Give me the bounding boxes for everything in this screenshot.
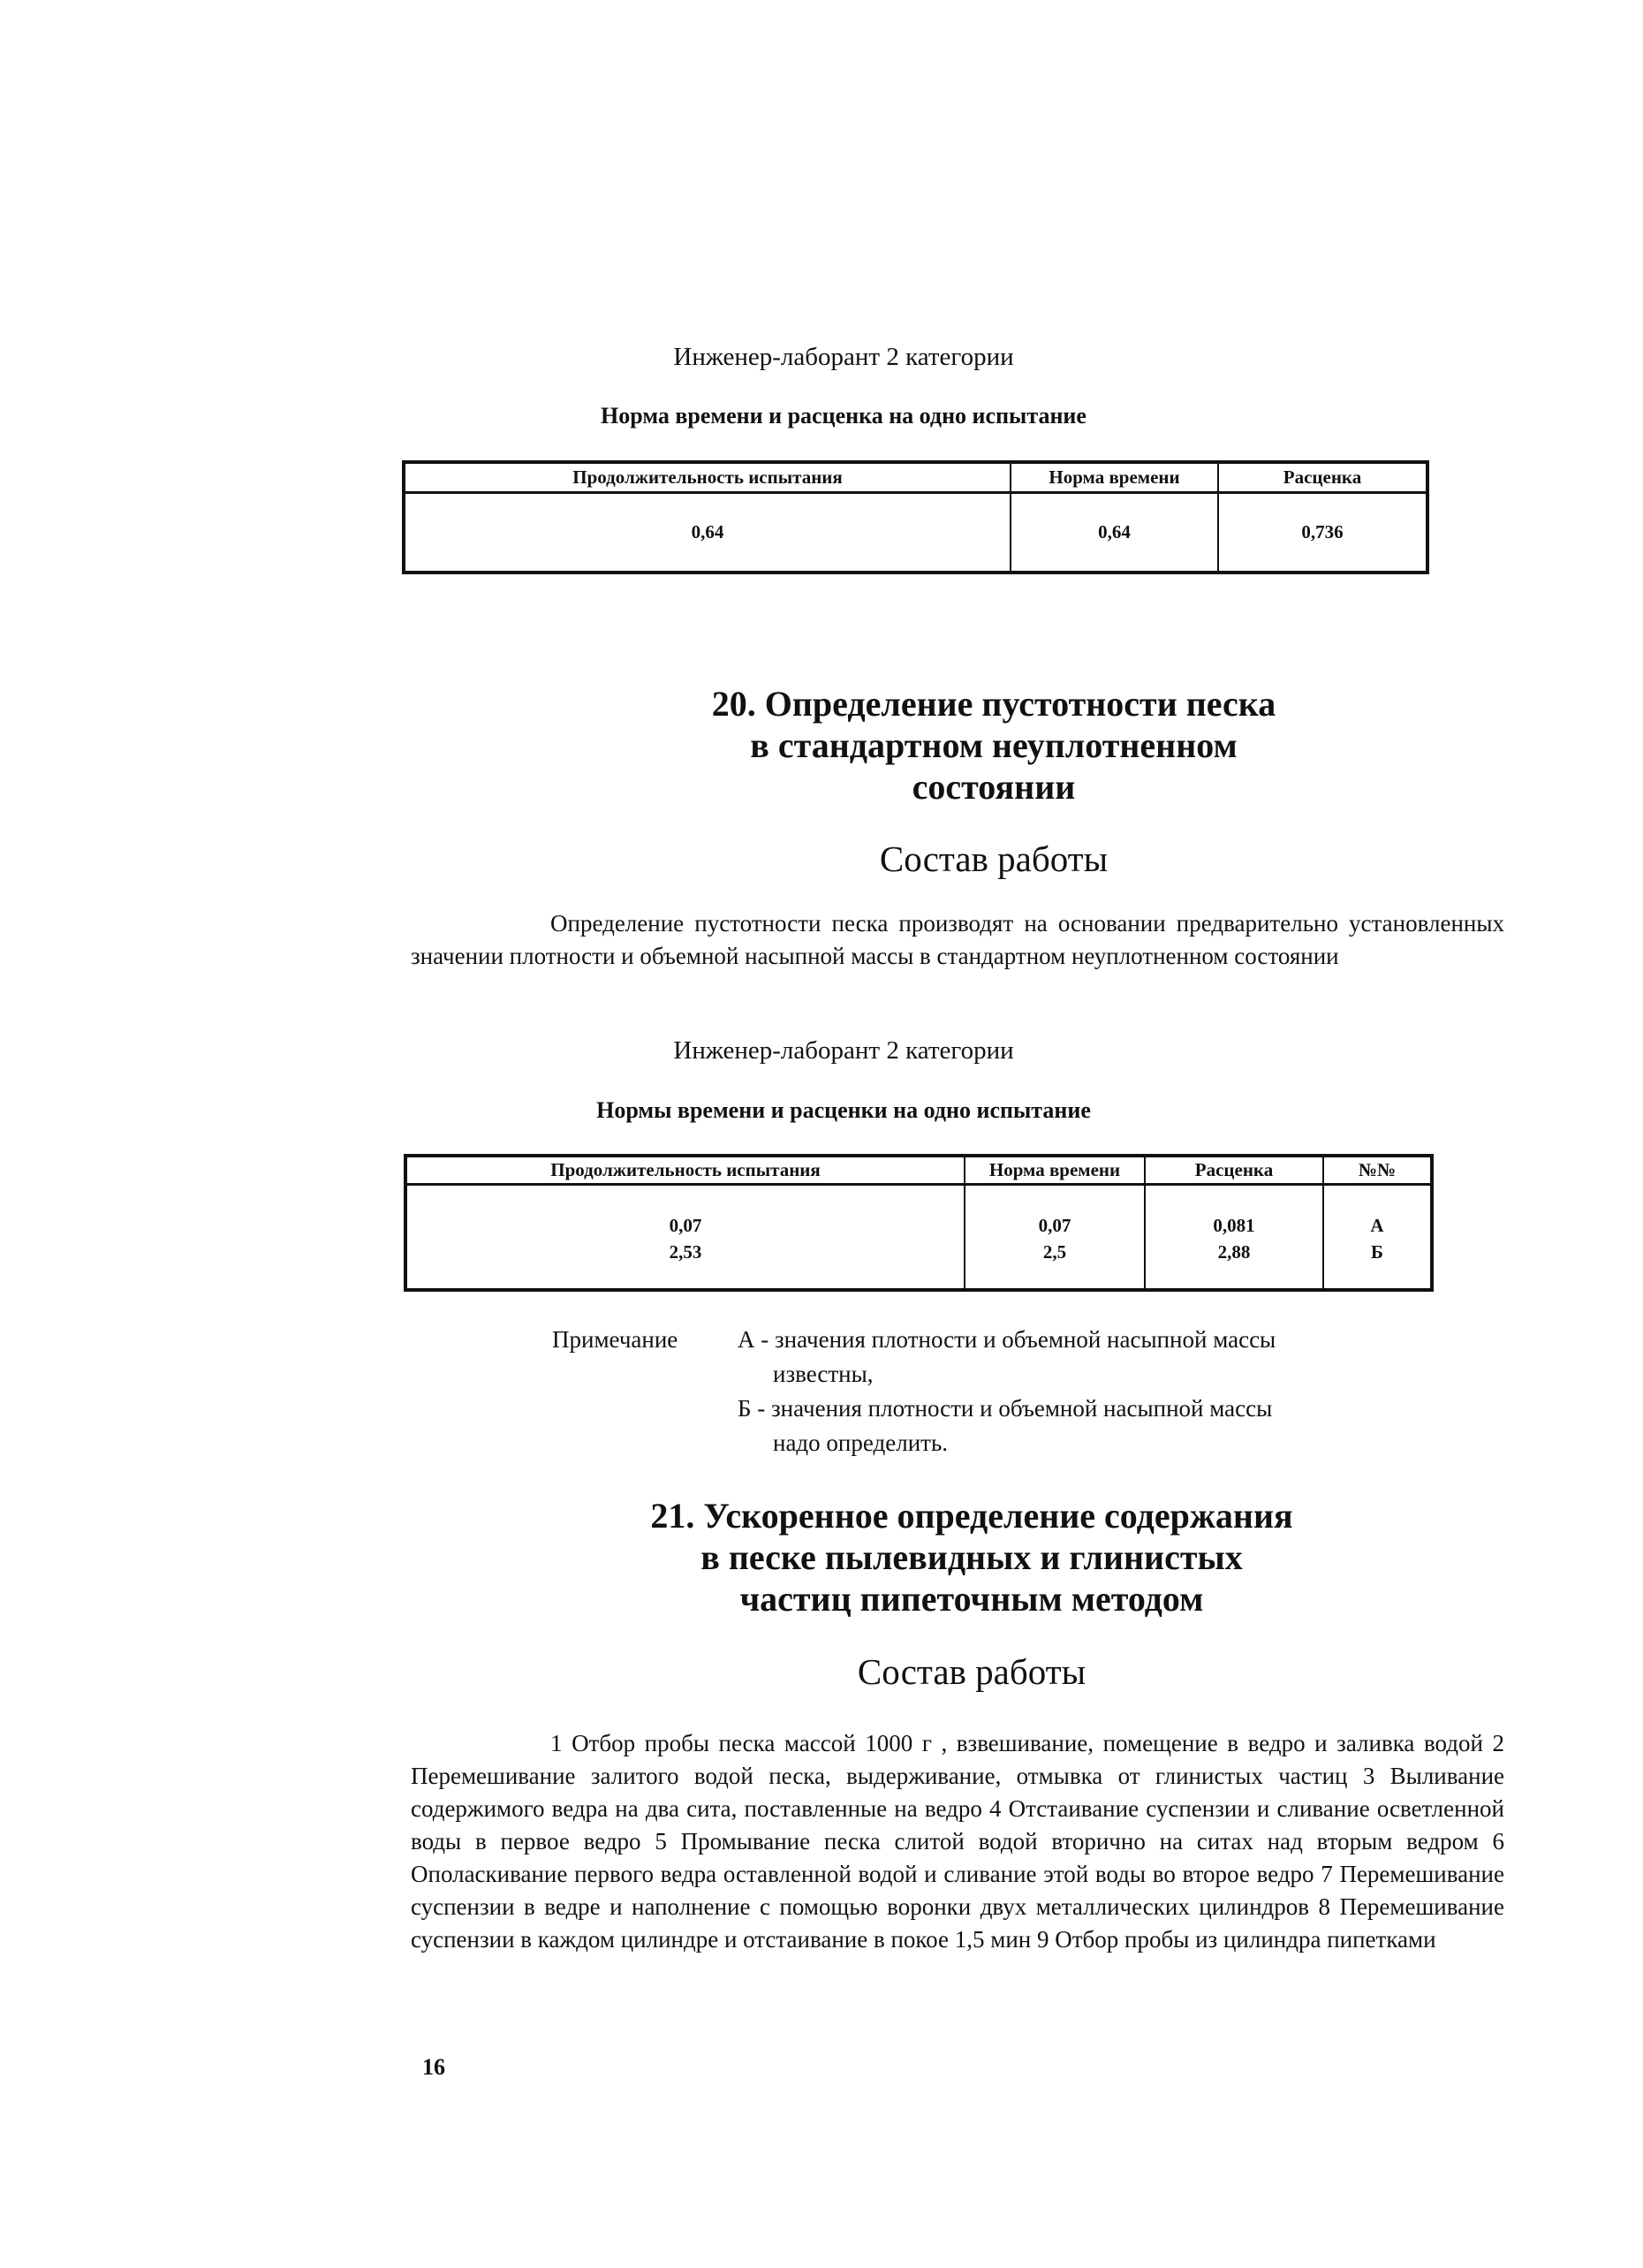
section-21-subtitle: Состав работы: [857, 1651, 1086, 1692]
norm-table-1: [402, 460, 1429, 574]
note-item-b: Б - значения плотности и объемной насыпной массы: [738, 1395, 1273, 1422]
cell-value: А: [1370, 1214, 1384, 1236]
cell-value: 2,88: [1217, 1240, 1251, 1263]
category-label-2: Инженер-лаборант 2 категории: [673, 1036, 1014, 1065]
section-21-title: [398, 1495, 1546, 1619]
section-21-paragraph: 1 Отбор пробы песка массой 1000 г , взвешивание, помещение в ведро и заливка водой 2 Перемешивание залитого водой песка, выдерживание, отмывка от глинистых частиц 3 Выливание содержимого ведра на два сита, поставленные на ведро 4 Отстаивание суспензии и сливание осветленной воды в первое ведро 5 Промывание песка слитой водой вторично на ситах над вторым ведром 6 Ополаскивание первого ведра оставленной водой и сливание этой воды во второе ведро 7 Перемешивание суспензии в ведре и наполнение с помощью воронки двух металлических цилиндров 8 Перемешивание суспензии в каждом цилиндре и отстаивание в покое 1,5 мин 9 Отбор пробы из цилиндра пипетками: [411, 1730, 1504, 1953]
table-caption-2: Нормы времени и расценки на одно испытание: [596, 1097, 1091, 1123]
table-header-rate: Расценка: [1218, 462, 1427, 492]
table-header-time-norm: Норма времени: [1011, 462, 1218, 492]
table-header-duration: Продолжительность испытания: [404, 462, 1011, 492]
table-header-number: №№: [1323, 1156, 1432, 1184]
cell-value: 2,53: [669, 1240, 702, 1263]
note-item-b-cont: надо определить.: [773, 1430, 949, 1456]
table-header-time-norm: Норма времени: [965, 1156, 1145, 1184]
category-label-1: Инженер-лаборант 2 категории: [673, 343, 1014, 371]
cell-value: 0,07: [669, 1214, 702, 1236]
page-number: 16: [422, 2054, 445, 2080]
cell-value: 0,081: [1213, 1214, 1255, 1236]
section-20-title-line: состоянии: [912, 767, 1076, 807]
table-cell-number: [1323, 1184, 1432, 1290]
note-label: Примечание: [552, 1326, 678, 1353]
table-row: [404, 492, 1427, 573]
note-item-a: А - значения плотности и объемной насыпной массы: [738, 1326, 1276, 1353]
section-20-title: [442, 683, 1546, 808]
note-item-a-cont: известны,: [773, 1361, 874, 1387]
table-header-duration: Продолжительность испытания: [405, 1156, 965, 1184]
table-cell-duration: [405, 1184, 965, 1290]
section-21-title-line: 21. Ускоренное определение содержания: [650, 1496, 1293, 1536]
section-21-title-line: частиц пипеточным методом: [739, 1579, 1204, 1619]
section-20-title-line: в стандартном неуплотненном: [750, 725, 1238, 765]
table-cell-rate: 0,736: [1218, 492, 1427, 573]
cell-value: 0,07: [1038, 1214, 1071, 1236]
section-20-title-line: 20. Определение пустотности песка: [711, 684, 1276, 724]
table-row: [405, 1184, 1432, 1290]
table-header-rate: Расценка: [1145, 1156, 1323, 1184]
table-cell-time-norm: [965, 1184, 1145, 1290]
section-20-subtitle: Состав работы: [879, 838, 1109, 879]
cell-value: Б: [1371, 1240, 1383, 1263]
section-21-title-line: в песке пылевидных и глинистых: [700, 1537, 1243, 1577]
table-cell-time-norm: 0,64: [1011, 492, 1218, 573]
table-caption-1: Норма времени и расценка на одно испытание: [601, 403, 1086, 429]
cell-value: 2,5: [1042, 1240, 1067, 1263]
section-20-paragraph: Определение пустотности песка производят на основании предварительно установленных значении плотности и объемной насыпной массы в стандартном неуплотненном состоянии: [411, 910, 1504, 969]
table-cell-duration: 0,64: [404, 492, 1011, 573]
norm-table-2: [404, 1154, 1434, 1292]
table-cell-rate: [1145, 1184, 1323, 1290]
